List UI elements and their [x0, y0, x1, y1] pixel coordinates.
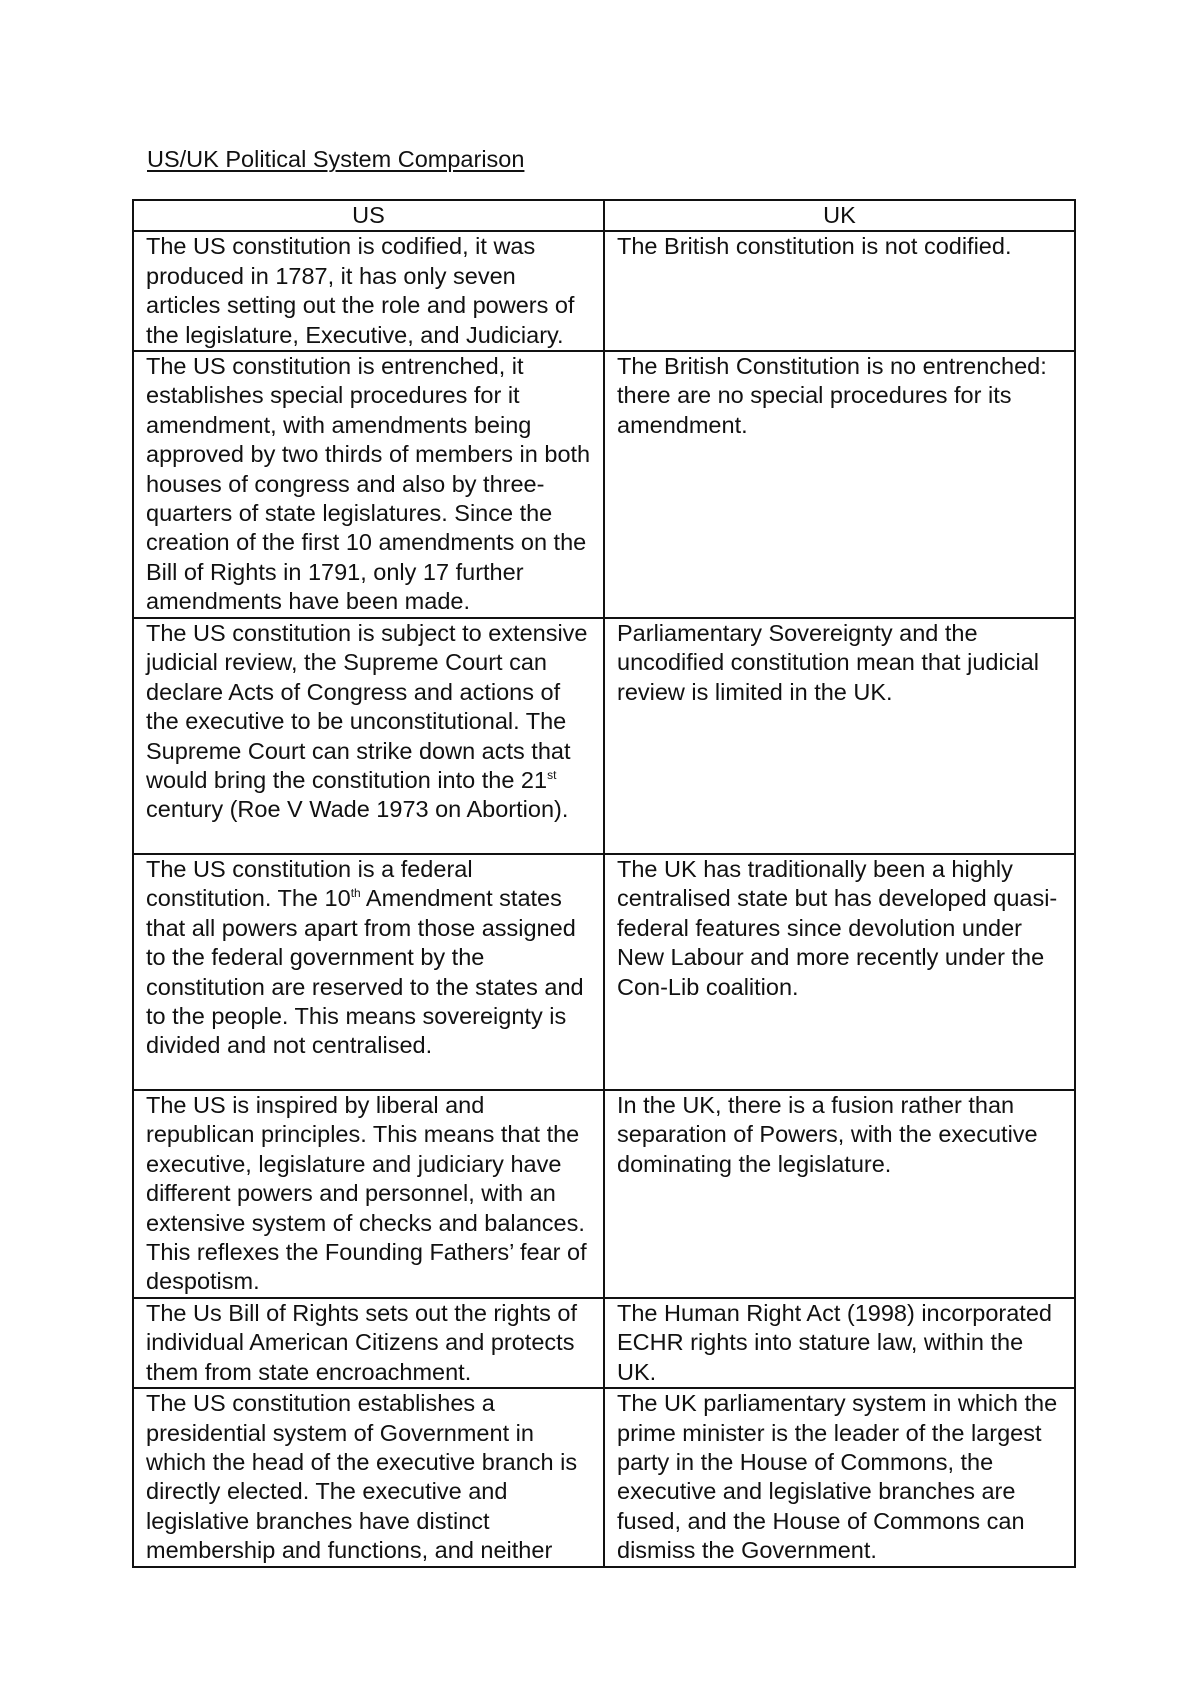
us-cell: [133, 351, 604, 618]
table-row: [133, 854, 1075, 1090]
table-row: [133, 1090, 1075, 1298]
uk-cell: [604, 1090, 1075, 1298]
cell-text-segment: The British Constitution is no entrenched: there are no special procedures for its amendment.: [617, 353, 1047, 438]
table-row: [133, 1388, 1075, 1566]
uk-cell: [604, 1298, 1075, 1388]
column-header-uk: UK: [604, 200, 1075, 231]
uk-cell: [604, 618, 1075, 854]
cell-text-segment: The British constitution is not codified.: [617, 233, 1012, 260]
cell-text-segment: The US constitution is entrenched, it establishes special procedures for it amendment, with amendments being approved by two thirds of members in both houses of congress and also by three-quarters of state legislatures. Since the creation of the first 10 amendments on the Bill of Rights in 1791, only 17 further amendments have been made.: [146, 353, 591, 615]
ordinal-superscript: th: [350, 886, 361, 901]
table-row: [133, 1298, 1075, 1388]
cell-text-segment: Amendment states that all powers apart from those assigned to the federal government by the constitution are reserved to the states and to the people. This means sovereignty is divided and not centralised.: [146, 885, 584, 1059]
cell-text-segment: The US is inspired by liberal and republican principles. This means that the executive, legislature and judiciary have different powers and personnel, with an extensive system of checks and balances. This reflexes the Founding Fathers’ fear of despotism.: [146, 1092, 587, 1295]
us-cell: [133, 618, 604, 854]
uk-cell: [604, 231, 1075, 351]
cell-text-segment: The UK parliamentary system in which the prime minister is the leader of the largest party in the House of Commons, the executive and legislative branches are fused, and the House of Commons can dismiss the Government.: [617, 1390, 1058, 1564]
table-header-row: [133, 200, 1075, 231]
us-cell: [133, 231, 604, 351]
cell-text-segment: The Us Bill of Rights sets out the rights of individual American Citizens and protects them from state encroachment.: [146, 1299, 578, 1385]
cell-text-segment: The US constitution establishes a presidential system of Government in which the head of the executive branch is directly elected. The executive and legislative branches have distinct membership and functions, and neither: [146, 1390, 578, 1564]
us-cell: [133, 1090, 604, 1298]
cell-text-segment: Parliamentary Sovereignty and the uncodified constitution mean that judicial review is limited in the UK.: [617, 620, 1039, 705]
column-header-us: US: [133, 200, 604, 231]
cell-text-segment: The US constitution is a federal constitution. The 10: [146, 856, 473, 912]
cell-text-segment: The UK has traditionally been a highly centralised state but has developed quasi-federal features since devolution under New Labour and more recently under the Con-Lib coalition.: [617, 856, 1058, 1000]
ordinal-superscript: st: [547, 768, 557, 783]
table-row: [133, 618, 1075, 854]
cell-text-segment: In the UK, there is a fusion rather than separation of Powers, with the executive dominating the legislature.: [617, 1092, 1038, 1177]
document-title: US/UK Political System Comparison: [147, 146, 525, 172]
cell-text-segment: century (Roe V Wade 1973 on Abortion).: [146, 796, 569, 823]
table-row: [133, 351, 1075, 618]
us-cell: [133, 1298, 604, 1388]
cell-text-segment: The US constitution is codified, it was produced in 1787, it has only seven articles setting out the role and powers of the legislature, Executive, and Judiciary.: [146, 233, 575, 348]
us-cell: [133, 854, 604, 1090]
uk-cell: [604, 1388, 1075, 1566]
us-cell: [133, 1388, 604, 1566]
uk-cell: [604, 854, 1075, 1090]
table-row: [133, 231, 1075, 351]
cell-text-segment: The US constitution is subject to extensive judicial review, the Supreme Court can declare Acts of Congress and actions of the executive to be unconstitutional. The Supreme Court can strike down acts that would bring the constitution into the 21: [146, 620, 588, 794]
uk-cell: [604, 351, 1075, 618]
cell-text-segment: The Human Right Act (1998) incorporated ECHR rights into stature law, within the UK.: [617, 1299, 1052, 1385]
comparison-table: [132, 199, 1076, 1568]
